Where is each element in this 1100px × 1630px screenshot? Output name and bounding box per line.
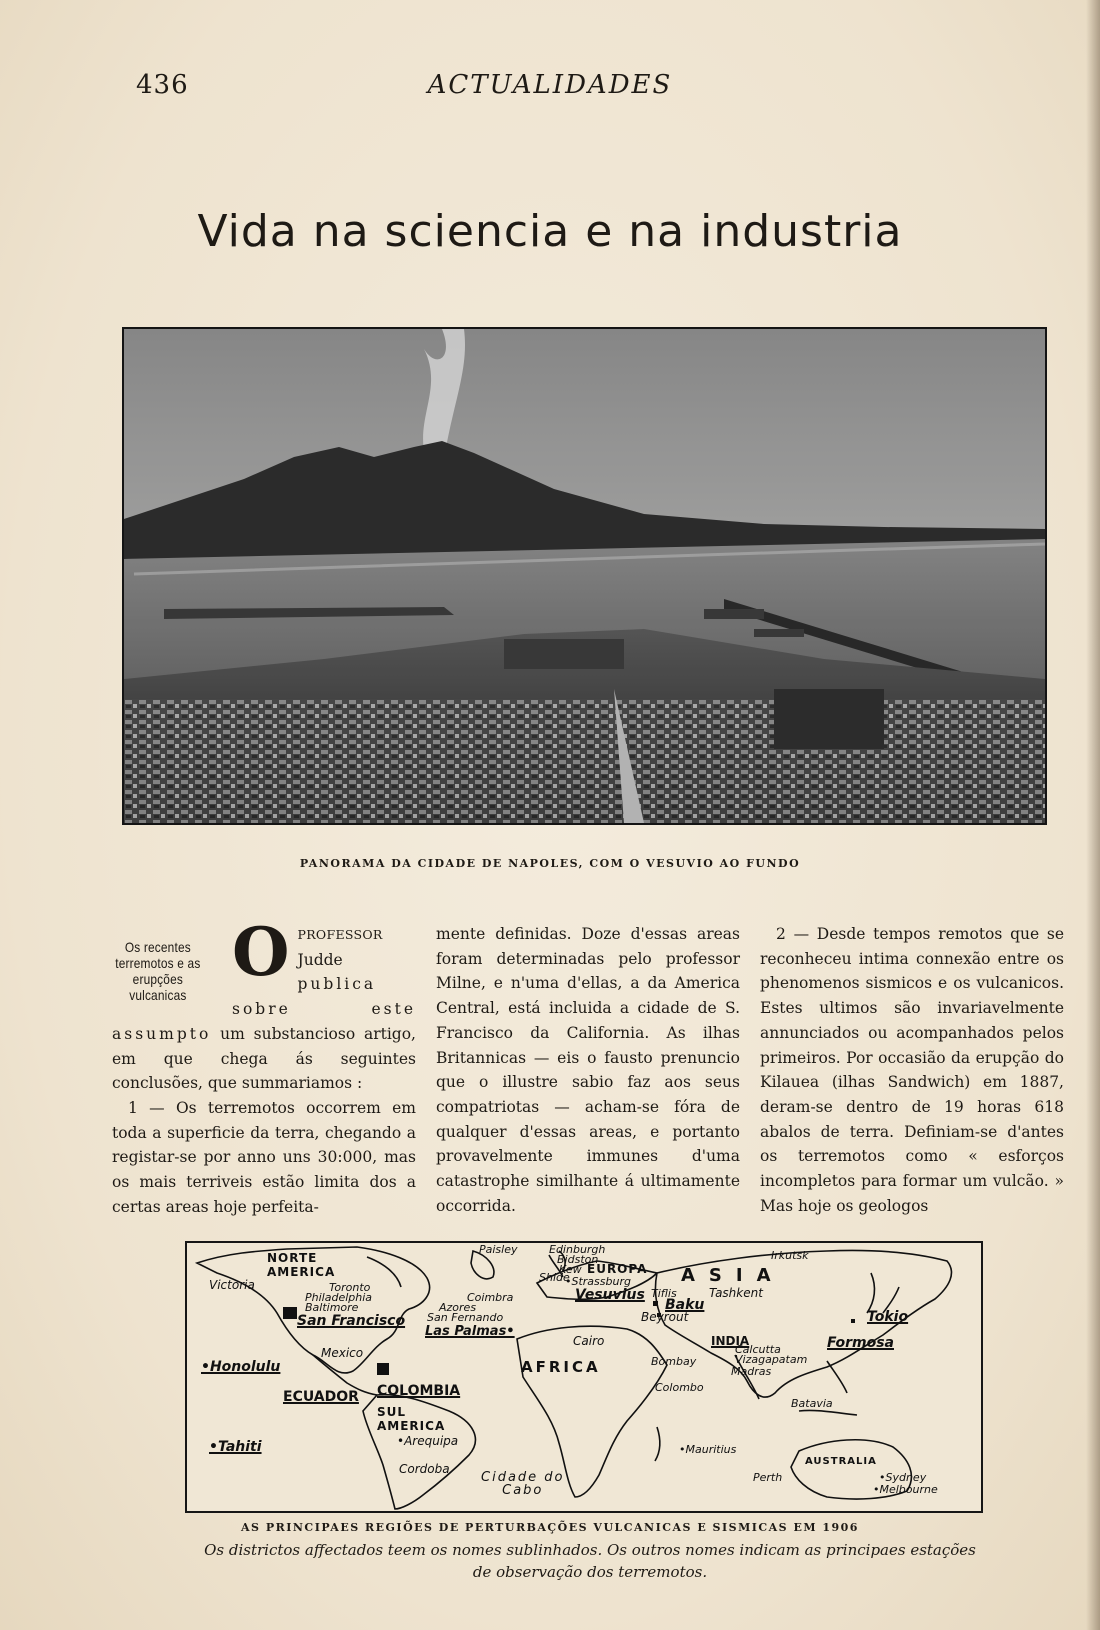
map-label-norte-america: NORTE AMERICA [267, 1251, 336, 1279]
map-label-toronto: Toronto [329, 1281, 371, 1294]
map-label-perth: Perth [753, 1471, 783, 1484]
map-label-colombo: Colombo [655, 1381, 704, 1394]
map-label-beyrout: Beyrout [641, 1310, 689, 1324]
map-label-australia: AUSTRALIA [805, 1456, 877, 1467]
text-column-1 [112, 913, 416, 1219]
map-label-bidston: Bidston [557, 1253, 599, 1266]
map-label-tahiti: •Tahiti [209, 1439, 262, 1455]
map-label-mauritius: •Mauritius [679, 1443, 737, 1456]
map-label-formosa: Formosa [827, 1335, 894, 1351]
map-label-las-palmas: Las Palmas• [425, 1324, 515, 1339]
map-label-strassburg: •Strassburg [565, 1275, 631, 1288]
drop-cap: O [232, 913, 290, 991]
map-label-mexico: Mexico [321, 1346, 364, 1360]
article-title: Vida na sciencia e na industria [197, 206, 903, 257]
page-number: 436 [136, 70, 189, 100]
map-label-vizagapatam: Vizagapatam [735, 1353, 808, 1366]
map-label-paisley: Paisley [479, 1243, 518, 1256]
map-label-cidade-do-cabo: Cidade do Cabo [481, 1470, 565, 1498]
running-head: ACTUALIDADES [427, 70, 673, 100]
map-label-tiflis: Tiflis [651, 1287, 677, 1300]
map-label-arequipa: •Arequipa [397, 1434, 459, 1448]
spaced-text: publica sobre este assumpto [112, 975, 416, 1043]
map-label-baltimore: Baltimore [305, 1301, 359, 1314]
map-label-san-francisco: San Francisco [297, 1313, 406, 1329]
map-label-madras: Madras [731, 1365, 772, 1378]
lead-word: PROFESSOR [297, 927, 383, 942]
map-label-sul-america: SUL AMERICA [377, 1405, 446, 1433]
map-label-cordoba: Cordoba [399, 1462, 450, 1476]
map-label-azores: Azores [439, 1301, 477, 1314]
map-label-india: INDIA [711, 1334, 750, 1348]
paragraph-continued: mente definidas. Doze d'essas areas foram determinadas pelo professor Milne, e n'uma d'ellas, a da America Central, está incluida a cidade de S. Francisco da California. As ilhas Britannicas — eis o fausto prenuncio que o illustre sabio faz aos seus compatriotas — acham-se fóra de qualquer d'essas areas, e portanto provavelmente immunes d'uma catastrophe similhante á ultimamente occorrida. [436, 925, 740, 1215]
world-map-seismic-regions [185, 1241, 983, 1513]
text-column-3 [760, 922, 1064, 1218]
map-label-victoria: Victoria [209, 1278, 255, 1292]
map-label-cairo: Cairo [573, 1334, 605, 1348]
map-label-batavia: Batavia [791, 1397, 833, 1410]
map-label-vesuvius: Vesuvius [575, 1287, 645, 1303]
map-label-asia: ASIA [681, 1265, 785, 1286]
map-label-honolulu: •Honolulu [201, 1359, 281, 1375]
photo-drawing [124, 329, 1045, 823]
map-label-bombay: Bombay [651, 1355, 697, 1368]
photo-caption: PANORAMA DA CIDADE DE NAPOLES, COM O VESUVIO AO FUNDO [299, 857, 801, 870]
map-label-baku: Baku [665, 1297, 705, 1313]
map-label-edinburgh: Edinburgh [549, 1243, 606, 1256]
photo-naples-panorama [122, 327, 1047, 825]
map-label-kew: Kew [559, 1263, 582, 1276]
text-column-2 [436, 922, 740, 1218]
paragraph-point-1: 1 — Os terremotos occorrem em toda a superficie da terra, chegando a registar-se por anno uns 30:000, mas os mais terriveis estão limita dos a certas areas hoje perfeita- [112, 1098, 416, 1216]
map-label-tashkent: Tashkent [709, 1286, 763, 1300]
map-label-philadelphia: Philadelphia [305, 1291, 373, 1304]
map-label-europa: EUROPA [587, 1262, 648, 1276]
map-caption: AS PRINCIPAES REGIÕES DE PERTURBAÇÕES VULCANICAS E SISMICAS EM 1906 [241, 1521, 859, 1534]
intro-text: um substancioso artigo, em que chega ás seguintes conclusões, que summariamos : [112, 1024, 416, 1093]
map-label-melbourne: •Melbourne [873, 1483, 938, 1496]
map-label-calcutta: Calcutta [735, 1343, 781, 1356]
map-label-irkutsk: Irkutsk [771, 1249, 809, 1262]
map-label-sydney: •Sydney [879, 1471, 927, 1484]
map-label-coimbra: Coimbra [467, 1291, 514, 1304]
marginal-note: Os recentes terremotos e as erupções vulcanicas [115, 939, 201, 1003]
professor-name: Judde [297, 950, 343, 969]
map-label-africa: AFRICA [521, 1358, 601, 1376]
paragraph-point-2: 2 — Desde tempos remotos que se reconheceu intima connexão entre os phenomenos sismicos e os vulcanicos. Estes ultimos são invariavelmente annunciados ou acompanhados pelos primeiros. Por occasião da erupção do Kilauea (ilhas Sandwich) em 1887, deram-se dentro de 19 horas 618 abalos de terra. Definiam-se d'antes os terremotos como « esforços incompletos para formar um vulcão. » Mas hoje os geologos [760, 925, 1064, 1215]
map-note: Os districtos affectados teem os nomes sublinhados. Os outros nomes indicam as principaes estações de observação dos terremotos. [204, 1541, 976, 1581]
map-label-tokio: Tokio [867, 1309, 909, 1325]
map-label-colombia: COLOMBIA [377, 1383, 461, 1399]
map-label-san-fernando: San Fernando [427, 1311, 504, 1324]
map-label-ecuador: ECUADOR [283, 1389, 359, 1405]
map-label-shide: Shide [539, 1271, 570, 1284]
